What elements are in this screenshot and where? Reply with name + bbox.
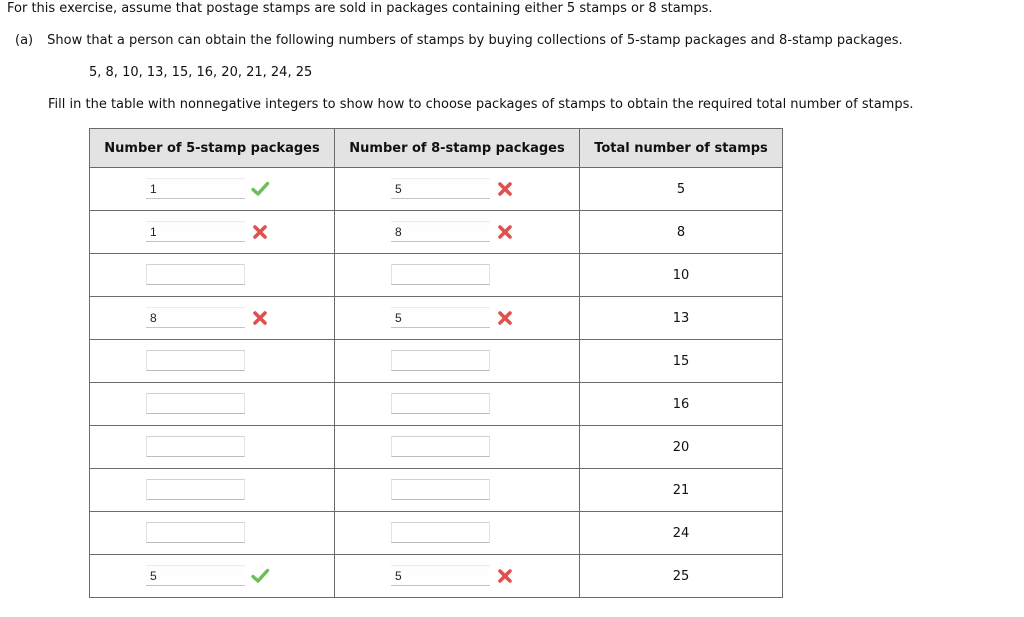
table-row [90, 426, 783, 469]
total-cell [580, 426, 783, 469]
correct-check-icon [250, 179, 270, 199]
eight-stamp-cell [335, 512, 580, 555]
table-row [90, 469, 783, 512]
five-stamp-cell [90, 426, 335, 469]
five-packages-input[interactable] [146, 264, 245, 285]
total-cell [580, 168, 783, 211]
total-cell [580, 254, 783, 297]
five-stamp-cell [90, 254, 335, 297]
total-stamps-value: 24 [672, 525, 690, 541]
table-row [90, 211, 783, 254]
total-stamps-value: 16 [672, 396, 690, 412]
eight-stamp-cell [335, 168, 580, 211]
eight-packages-input[interactable] [391, 264, 490, 285]
eight-stamp-cell [335, 383, 580, 426]
incorrect-cross-icon [495, 308, 515, 328]
total-cell [580, 297, 783, 340]
eight-stamp-cell [335, 555, 580, 598]
table-header-row [90, 129, 783, 168]
incorrect-cross-icon [250, 222, 270, 242]
eight-stamp-cell [335, 426, 580, 469]
five-stamp-cell [90, 555, 335, 598]
eight-packages-input[interactable] [391, 565, 490, 586]
eight-packages-input[interactable] [391, 436, 490, 457]
table-row [90, 297, 783, 340]
five-stamp-cell [90, 168, 335, 211]
eight-stamp-cell [335, 469, 580, 512]
total-cell [580, 383, 783, 426]
five-packages-input[interactable] [146, 436, 245, 457]
incorrect-cross-icon [495, 222, 515, 242]
table-row [90, 340, 783, 383]
header-total-stamps: Total number of stamps [580, 129, 783, 168]
eight-stamp-cell [335, 297, 580, 340]
eight-packages-input[interactable] [391, 221, 490, 242]
eight-packages-input[interactable] [391, 522, 490, 543]
part-a-prompt [15, 33, 903, 49]
five-packages-input[interactable] [146, 393, 245, 414]
total-cell [580, 340, 783, 383]
total-stamps-value: 25 [672, 568, 690, 584]
eight-stamp-cell [335, 340, 580, 383]
table-instruction: Fill in the table with nonnegative integers to show how to choose packages of stamps to obtain the required total number of stamps. [48, 97, 914, 112]
five-packages-input[interactable] [146, 522, 245, 543]
five-packages-input[interactable] [146, 178, 245, 199]
total-cell [580, 512, 783, 555]
required-numbers-list: 5, 8, 10, 13, 15, 16, 20, 21, 24, 25 [89, 65, 313, 80]
five-packages-input[interactable] [146, 221, 245, 242]
eight-packages-input[interactable] [391, 178, 490, 199]
eight-packages-input[interactable] [391, 393, 490, 414]
total-stamps-value: 8 [676, 224, 686, 240]
incorrect-cross-icon [250, 308, 270, 328]
five-packages-input[interactable] [146, 565, 245, 586]
table-row [90, 512, 783, 555]
table-row [90, 254, 783, 297]
incorrect-cross-icon [495, 179, 515, 199]
correct-check-icon [250, 566, 270, 586]
total-stamps-value: 10 [672, 267, 690, 283]
total-stamps-value: 20 [672, 439, 690, 455]
answer-table [89, 128, 783, 598]
header-eight-stamp-packages: Number of 8-stamp packages [335, 129, 580, 168]
eight-stamp-cell [335, 211, 580, 254]
total-cell [580, 555, 783, 598]
total-cell [580, 211, 783, 254]
exercise-intro: For this exercise, assume that postage stamps are sold in packages containing either 5 stamps or 8 stamps. [7, 1, 713, 16]
eight-packages-input[interactable] [391, 350, 490, 371]
five-stamp-cell [90, 340, 335, 383]
eight-packages-input[interactable] [391, 307, 490, 328]
five-packages-input[interactable] [146, 307, 245, 328]
five-stamp-cell [90, 469, 335, 512]
table-row [90, 383, 783, 426]
total-stamps-value: 21 [672, 482, 690, 498]
total-cell [580, 469, 783, 512]
eight-stamp-cell [335, 254, 580, 297]
eight-packages-input[interactable] [391, 479, 490, 500]
table-row [90, 555, 783, 598]
total-stamps-value: 15 [672, 353, 690, 369]
five-stamp-cell [90, 211, 335, 254]
five-stamp-cell [90, 383, 335, 426]
five-stamp-cell [90, 512, 335, 555]
five-stamp-cell [90, 297, 335, 340]
table-row [90, 168, 783, 211]
five-packages-input[interactable] [146, 350, 245, 371]
part-a-label: (a) [15, 33, 34, 48]
total-stamps-value: 13 [672, 310, 690, 326]
part-a-text: Show that a person can obtain the following numbers of stamps by buying collections of 5-stamp packages and 8-stamp packages. [47, 33, 903, 48]
header-five-stamp-packages: Number of 5-stamp packages [90, 129, 335, 168]
five-packages-input[interactable] [146, 479, 245, 500]
incorrect-cross-icon [495, 566, 515, 586]
total-stamps-value: 5 [676, 181, 686, 197]
